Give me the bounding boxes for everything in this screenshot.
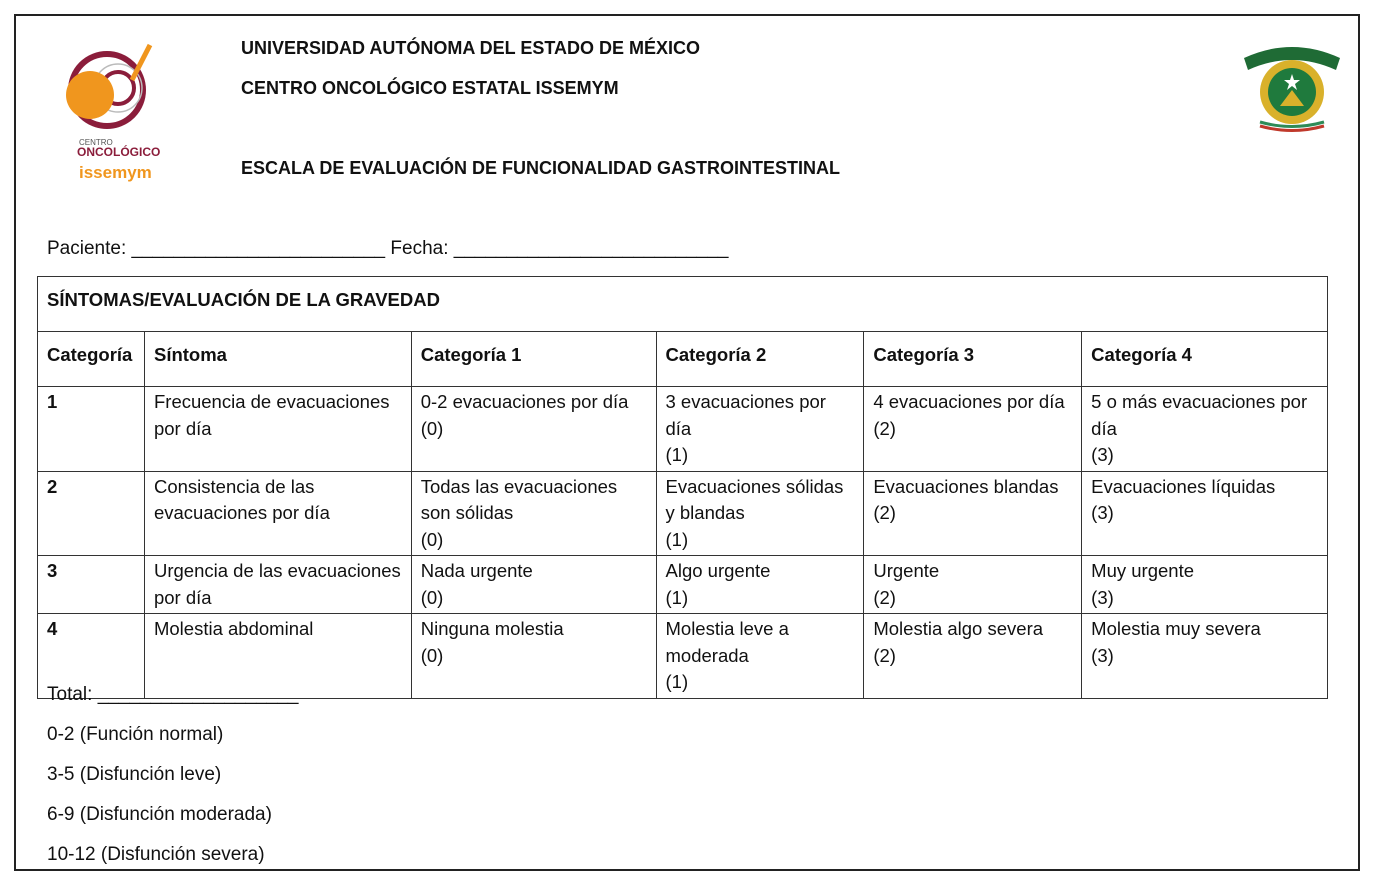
svg-text:ONCOLÓGICO: ONCOLÓGICO — [77, 145, 161, 159]
header-cell: Categoría 1 — [411, 332, 656, 387]
category-score: (3) — [1091, 444, 1114, 465]
category-description: Urgente — [873, 560, 940, 581]
symptom-cell: Molestia abdominal — [144, 614, 411, 699]
total-field[interactable]: Total: ___________________ — [47, 684, 299, 705]
interpretation-item: 10-12 (Disfunción severa) — [47, 844, 265, 865]
category-score: (3) — [1091, 502, 1114, 523]
category-2-cell — [656, 614, 864, 699]
category-score: (3) — [1091, 586, 1114, 608]
category-score: (1) — [665, 671, 689, 692]
category-number: 1 — [38, 387, 145, 472]
category-score: (0) — [420, 417, 444, 439]
category-1-cell — [411, 471, 656, 556]
svg-text:CENTRO: CENTRO — [79, 138, 113, 147]
category-3-cell — [864, 614, 1082, 699]
category-3-cell — [864, 471, 1082, 556]
patient-date-line — [47, 238, 729, 260]
category-1-cell — [411, 614, 656, 699]
category-description: Ninguna molestia — [420, 618, 564, 639]
category-score: (2) — [873, 586, 896, 608]
symptom-cell: Consistencia de las evacuaciones por día — [144, 471, 411, 556]
date-field[interactable]: Fecha: __________________________ — [390, 238, 729, 259]
category-description: 0-2 evacuaciones por día — [420, 391, 629, 412]
symptom-cell: Urgencia de las evacuaciones por día — [144, 556, 411, 614]
university-name: UNIVERSIDAD AUTÓNOMA DEL ESTADO DE MÉXICO — [241, 38, 701, 58]
category-3-cell — [864, 387, 1082, 472]
category-score: (1) — [665, 444, 689, 465]
scale-title: ESCALA DE EVALUACIÓN DE FUNCIONALIDAD GASTROINTESTINAL — [241, 158, 841, 178]
interpretation-item: 6-9 (Disfunción moderada) — [47, 804, 272, 825]
patient-field[interactable]: Paciente: ________________________ — [47, 238, 386, 259]
category-number: 2 — [38, 471, 145, 556]
centro-oncologico-logo — [62, 40, 166, 182]
center-name: CENTRO ONCOLÓGICO ESTATAL ISSEMYM — [241, 78, 619, 98]
category-1-cell — [411, 387, 656, 472]
category-2-cell — [656, 387, 864, 472]
table-row — [38, 556, 1328, 614]
table-title: SÍNTOMAS/EVALUACIÓN DE LA GRAVEDAD — [38, 277, 1328, 332]
category-score: (2) — [873, 417, 896, 439]
category-score: (2) — [873, 644, 896, 666]
category-score: (0) — [420, 586, 444, 608]
category-score: (0) — [420, 644, 444, 666]
svg-text:issemym: issemym — [79, 163, 152, 182]
category-1-cell — [411, 556, 656, 614]
table-row — [38, 387, 1328, 472]
category-description: Muy urgente — [1091, 560, 1195, 581]
category-description: Evacuaciones blandas — [873, 475, 1059, 497]
category-2-cell — [656, 471, 864, 556]
category-4-cell — [1082, 556, 1328, 614]
category-description: 5 o más evacuaciones por día — [1091, 391, 1308, 439]
category-description: Evacuaciones líquidas — [1091, 475, 1276, 497]
category-score: (0) — [420, 528, 444, 550]
symptom-cell: Frecuencia de evacuaciones por día — [144, 387, 411, 472]
category-description: 4 evacuaciones por día — [873, 391, 1065, 412]
category-description: Molestia leve a moderada — [665, 618, 789, 666]
category-description: Todas las evacuaciones son sólidas — [420, 475, 618, 523]
category-description: Molestia muy severa — [1091, 618, 1261, 639]
category-4-cell — [1082, 614, 1328, 699]
interpretation-item: 3-5 (Disfunción leve) — [47, 764, 222, 785]
header-cell: Categoría 2 — [656, 332, 864, 387]
header-cell: Categoría 4 — [1082, 332, 1328, 387]
header-cell: Categoría 3 — [864, 332, 1082, 387]
category-number: 3 — [38, 556, 145, 614]
category-description: Nada urgente — [420, 560, 533, 581]
interpretation-item: 0-2 (Función normal) — [47, 724, 224, 745]
category-4-cell — [1082, 387, 1328, 472]
category-description: Algo urgente — [665, 560, 771, 581]
symptom-severity-table — [37, 276, 1328, 699]
category-score: (1) — [665, 586, 689, 608]
category-score: (1) — [665, 528, 689, 550]
category-score: (3) — [1091, 644, 1114, 666]
category-3-cell — [864, 556, 1082, 614]
table-row — [38, 471, 1328, 556]
category-description: Molestia algo severa — [873, 618, 1044, 639]
category-number: 4 — [38, 614, 145, 699]
category-2-cell — [656, 556, 864, 614]
category-description: 3 evacuaciones por día — [665, 391, 826, 439]
header-cell: Síntoma — [144, 332, 411, 387]
header-cell: Categoría — [38, 332, 145, 387]
uaem-coat-of-arms-logo — [1240, 40, 1344, 135]
category-description: Evacuaciones sólidas y blandas — [665, 475, 844, 523]
category-4-cell — [1082, 471, 1328, 556]
category-score: (2) — [873, 502, 896, 523]
